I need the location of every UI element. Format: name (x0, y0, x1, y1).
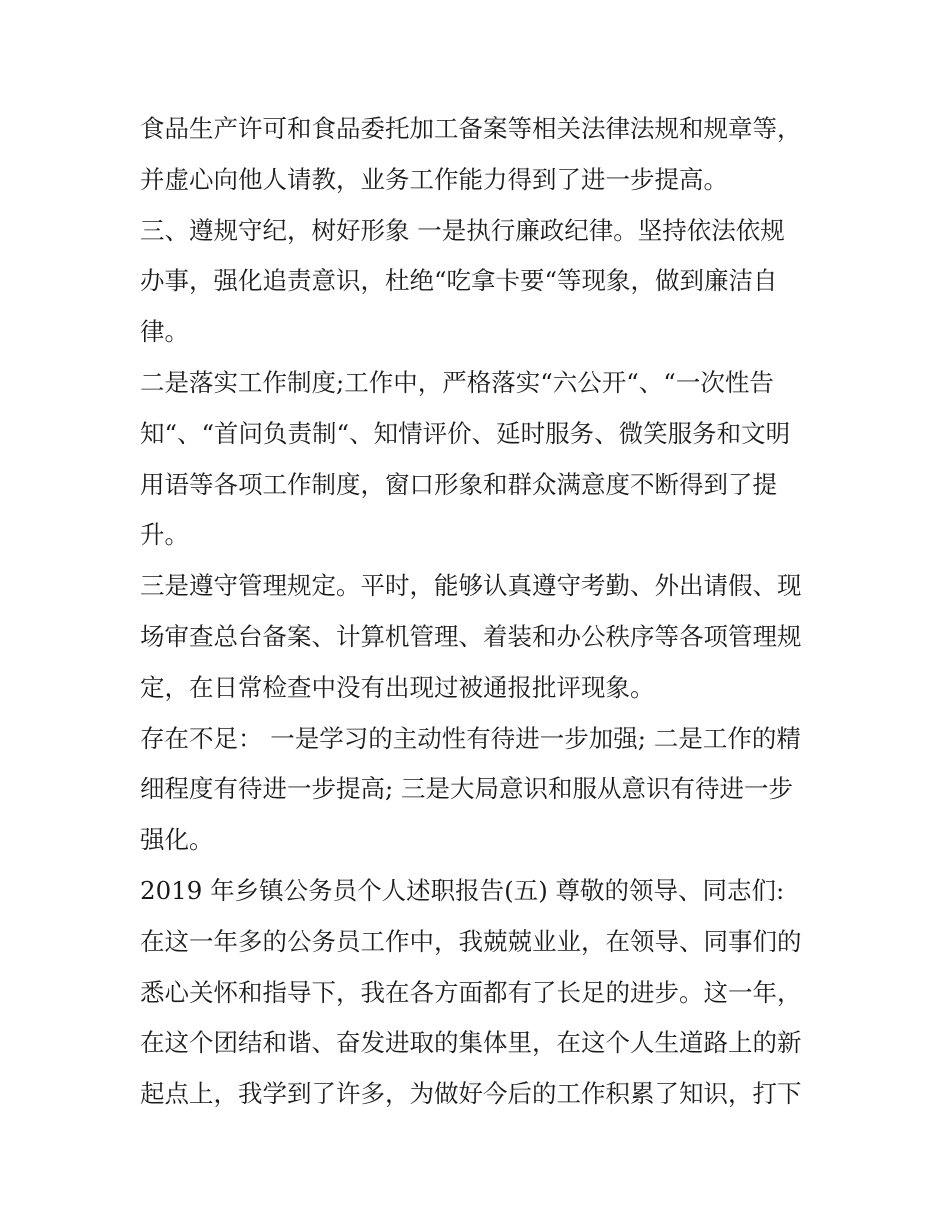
text-line: 定，在日常检查中没有出现过被通报批评现象。 (140, 672, 655, 702)
text-line: 场审查总台备案、计算机管理、着装和办公秩序等各项管理规 (140, 621, 802, 651)
text-line: 在这个团结和谐、奋发进取的集体里，在这个人生道路上的新 (140, 1028, 802, 1058)
text-line: 起点上，我学到了许多，为做好今后的工作积累了知识，打下 (140, 1079, 802, 1109)
text-line: 细程度有待进一步提高; 三是大局意识和服从意识有待进一步 (140, 774, 794, 804)
text-line: 并虚心向他人请教，业务工作能力得到了进一步提高。 (140, 164, 728, 194)
text-line: 在这一年多的公务员工作中，我兢兢业业，在领导、同事们的 (140, 926, 802, 956)
text-line: 强化。 (140, 825, 214, 855)
text-line: 食品生产许可和食品委托加工备案等相关法律法规和规章等， (140, 114, 802, 143)
text-line: 二是落实工作制度;工作中，严格落实“六公开“、“一次性告 (140, 367, 774, 397)
text-line: 悉心关怀和指导下，我在各方面都有了长足的进步。这一年， (140, 977, 802, 1007)
text-line: 升。 (140, 520, 189, 550)
text-line: 三、遵规守纪，树好形象 一是执行廉政纪律。坚持依法依规 (140, 215, 785, 245)
text-line: 办事，强化追责意识，杜绝“吃拿卡要“等现象，做到廉洁自 (140, 266, 778, 296)
text-line: 律。 (140, 317, 189, 347)
text-line: 2019 年乡镇公务员个人述职报告(五) 尊敬的领导、同志们: (140, 875, 785, 905)
text-line: 存在不足： 一是学习的主动性有待进一步加强; 二是工作的精 (140, 723, 801, 753)
text-line: 三是遵守管理规定。平时，能够认真遵守考勤、外出请假、现 (140, 571, 802, 601)
text-line: 知“、“首问负责制“、知情评价、延时服务、微笑服务和文明 (140, 418, 791, 448)
text-line: 用语等各项工作制度，窗口形象和群众满意度不断得到了提 (140, 469, 777, 499)
document-body (140, 104, 820, 1120)
